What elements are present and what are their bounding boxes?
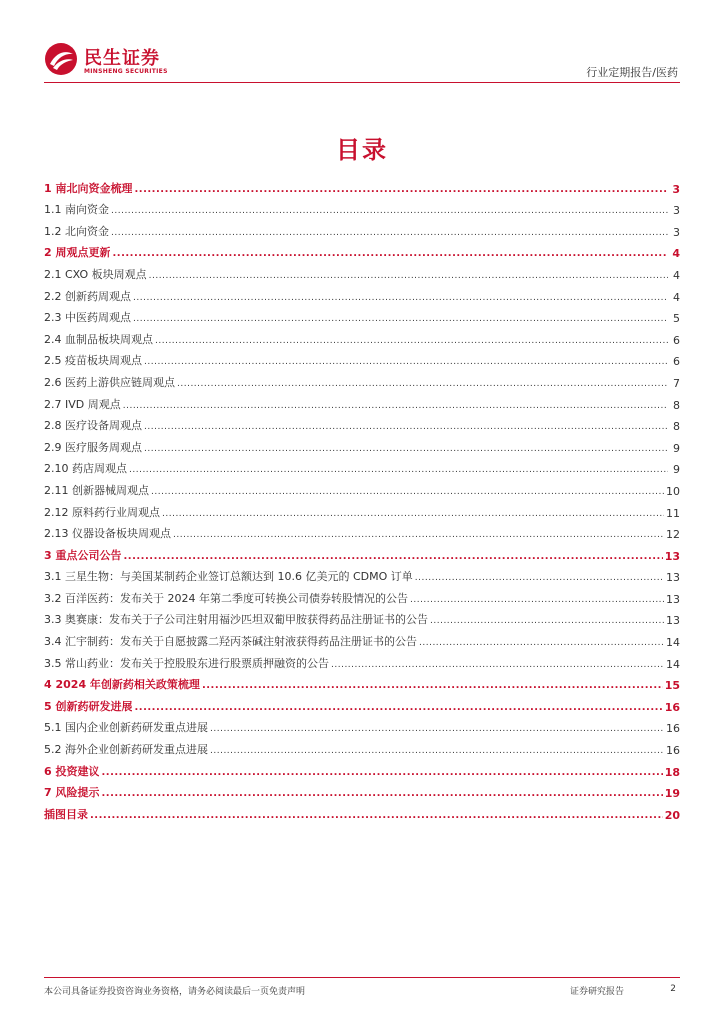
toc-entry[interactable] <box>44 174 680 196</box>
toc-entry-page: 16 <box>666 722 680 736</box>
toc-dot-leader <box>144 419 668 433</box>
logo-text-cn: 民生证券 <box>84 48 160 69</box>
toc-entry[interactable] <box>44 239 680 261</box>
toc-entry-page: 13 <box>666 571 680 585</box>
toc-dot-leader <box>210 743 664 757</box>
toc-entry-label: 2.6 医药上游供应链周观点 <box>44 375 175 389</box>
toc-dot-leader <box>151 484 664 498</box>
toc-entry-label: 插图目录 <box>44 807 88 821</box>
toc-entry[interactable] <box>44 692 680 714</box>
toc-entry-label: 5 创新药研发进展 <box>44 699 133 713</box>
toc-entry[interactable] <box>44 412 680 434</box>
minsheng-logo-icon <box>44 42 78 76</box>
toc-entry[interactable] <box>44 779 680 801</box>
toc-entry-page: 16 <box>664 700 680 714</box>
toc-entry-label: 3.3 奥赛康：发布关于子公司注射用福沙匹坦双葡甲胺获得药品注册证书的公告 <box>44 613 428 627</box>
toc-entry-label: 2.13 仪器设备板块周观点 <box>44 527 171 541</box>
minsheng-logo <box>44 42 184 82</box>
toc-entry-page: 19 <box>664 787 680 801</box>
toc-dot-leader <box>123 398 668 412</box>
footer-disclaimer: 本公司具备证券投资咨询业务资格，请务必阅读最后一页免责声明 <box>44 987 306 997</box>
toc-entry-page: 3 <box>673 204 680 218</box>
toc-entry-page: 13 <box>666 614 680 628</box>
toc-entry-label: 4 2024 年创新药相关政策梳理 <box>44 678 200 692</box>
toc-entry[interactable] <box>44 390 680 412</box>
toc-entry-page: 13 <box>666 592 680 606</box>
toc-entry[interactable] <box>44 196 680 218</box>
toc-entry-page: 15 <box>664 679 680 693</box>
toc-entry-page: 14 <box>666 636 680 650</box>
toc-dot-leader <box>415 570 664 584</box>
logo-text-en: MINSHENG SECURITIES <box>84 68 168 75</box>
toc-entry-label: 2.3 中医药周观点 <box>44 311 131 325</box>
toc-dot-leader <box>112 246 668 260</box>
toc-entry-label: 2.7 IVD 周观点 <box>44 397 121 411</box>
table-of-contents <box>44 174 680 822</box>
toc-entry[interactable] <box>44 368 680 390</box>
footer-page-number: 2 <box>670 984 676 994</box>
toc-dot-leader <box>123 549 662 563</box>
toc-dot-leader <box>210 721 664 735</box>
toc-dot-leader <box>134 182 668 196</box>
header-divider <box>44 82 680 83</box>
toc-dot-leader <box>129 462 668 476</box>
toc-dot-leader <box>173 527 664 541</box>
toc-entry-label: 2.5 疫苗板块周观点 <box>44 354 142 368</box>
toc-entry[interactable] <box>44 563 680 585</box>
toc-dot-leader <box>419 635 664 649</box>
toc-entry-label: 3.1 三星生物：与美国某制药企业签订总额达到 10.6 亿美元的 CDMO 订单 <box>44 570 413 584</box>
toc-entry-label: 5.2 海外企业创新药研发重点进展 <box>44 743 208 757</box>
toc-dot-leader <box>90 808 663 822</box>
toc-entry[interactable] <box>44 671 680 693</box>
toc-entry-label: 3.5 常山药业：发布关于控股股东进行股票质押融资的公告 <box>44 656 329 670</box>
toc-entry[interactable] <box>44 800 680 822</box>
toc-entry-page: 4 <box>673 290 680 304</box>
toc-dot-leader <box>133 290 668 304</box>
footer-divider <box>44 977 680 978</box>
toc-entry-label: 5.1 国内企业创新药研发重点进展 <box>44 721 208 735</box>
toc-dot-leader <box>101 786 662 800</box>
toc-entry[interactable] <box>44 541 680 563</box>
page-header <box>44 36 680 84</box>
toc-dot-leader <box>111 225 668 239</box>
toc-dot-leader <box>134 700 662 714</box>
toc-dot-leader <box>149 268 668 282</box>
toc-entry-page: 8 <box>673 420 680 434</box>
toc-entry-label: 1.2 北向资金 <box>44 224 109 238</box>
toc-entry[interactable] <box>44 347 680 369</box>
toc-entry[interactable] <box>44 520 680 542</box>
toc-entry[interactable] <box>44 304 680 326</box>
toc-entry-label: 1 南北向资金梳理 <box>44 181 133 195</box>
toc-entry-page: 14 <box>666 657 680 671</box>
toc-entry-label: 2.12 原料药行业周观点 <box>44 505 160 519</box>
toc-dot-leader <box>133 311 668 325</box>
toc-entry-label: 6 投资建议 <box>44 764 100 778</box>
toc-entry-label: 2.9 医疗服务周观点 <box>44 440 142 454</box>
toc-dot-leader <box>162 506 664 520</box>
document-type: 行业定期报告/医药 <box>586 66 678 79</box>
toc-entry-page: 4 <box>672 247 680 261</box>
toc-entry-label: 2.4 血制品板块周观点 <box>44 332 153 346</box>
toc-entry-page: 13 <box>664 549 680 563</box>
toc-dot-leader <box>144 354 668 368</box>
toc-entry-label: 2.8 医疗设备周观点 <box>44 419 142 433</box>
toc-entry-page: 3 <box>672 182 680 196</box>
toc-entry-page: 6 <box>673 333 680 347</box>
toc-entry-label: 3 重点公司公告 <box>44 548 122 562</box>
toc-entry-label: 1.1 南向资金 <box>44 203 109 217</box>
toc-entry-label: 2.1 CXO 板块周观点 <box>44 267 147 281</box>
toc-entry-page: 20 <box>664 808 680 822</box>
toc-entry-page: 18 <box>664 765 680 779</box>
toc-entry[interactable] <box>44 584 680 606</box>
toc-entry-label: 2.11 创新器械周观点 <box>44 483 149 497</box>
toc-entry-page: 7 <box>673 376 680 390</box>
toc-entry-page: 6 <box>673 355 680 369</box>
toc-entry[interactable] <box>44 757 680 779</box>
toc-entry-label: 2.10 药店周观点 <box>44 462 127 476</box>
toc-entry[interactable] <box>44 498 680 520</box>
toc-entry-page: 4 <box>673 268 680 282</box>
toc-entry[interactable] <box>44 433 680 455</box>
toc-entry[interactable] <box>44 476 680 498</box>
toc-entry[interactable] <box>44 649 680 671</box>
toc-entry-page: 5 <box>673 312 680 326</box>
page-title: 目录 <box>336 136 388 164</box>
toc-entry[interactable] <box>44 627 680 649</box>
toc-entry-page: 10 <box>666 484 680 498</box>
toc-dot-leader <box>410 592 664 606</box>
footer-report-type: 证券研究报告 <box>569 987 624 997</box>
toc-dot-leader <box>101 765 662 779</box>
toc-dot-leader <box>111 203 668 217</box>
toc-entry[interactable] <box>44 325 680 347</box>
toc-dot-leader <box>202 678 663 692</box>
toc-entry[interactable] <box>44 606 680 628</box>
toc-entry-label: 3.2 百洋医药：发布关于 2024 年第二季度可转换公司债券转股情况的公告 <box>44 591 408 605</box>
toc-entry-page: 16 <box>666 744 680 758</box>
toc-dot-leader <box>144 441 668 455</box>
toc-dot-leader <box>430 613 664 627</box>
toc-entry-page: 9 <box>673 463 680 477</box>
toc-entry-page: 11 <box>666 506 680 520</box>
toc-entry-page: 9 <box>673 441 680 455</box>
toc-dot-leader <box>331 657 664 671</box>
toc-entry[interactable] <box>44 282 680 304</box>
toc-entry[interactable] <box>44 217 680 239</box>
toc-dot-leader <box>155 333 668 347</box>
toc-entry[interactable] <box>44 260 680 282</box>
toc-entry-page: 8 <box>673 398 680 412</box>
toc-entry-label: 3.4 汇宇制药：发布关于自愿披露二羟丙茶碱注射液获得药品注册证书的公告 <box>44 635 417 649</box>
toc-entry[interactable] <box>44 735 680 757</box>
toc-entry-label: 2.2 创新药周观点 <box>44 289 131 303</box>
toc-entry[interactable] <box>44 714 680 736</box>
toc-entry-label: 2 周观点更新 <box>44 246 111 260</box>
toc-entry-page: 12 <box>666 528 680 542</box>
toc-entry-label: 7 风险提示 <box>44 786 100 800</box>
toc-entry-page: 3 <box>673 225 680 239</box>
toc-dot-leader <box>177 376 668 390</box>
toc-entry[interactable] <box>44 455 680 477</box>
